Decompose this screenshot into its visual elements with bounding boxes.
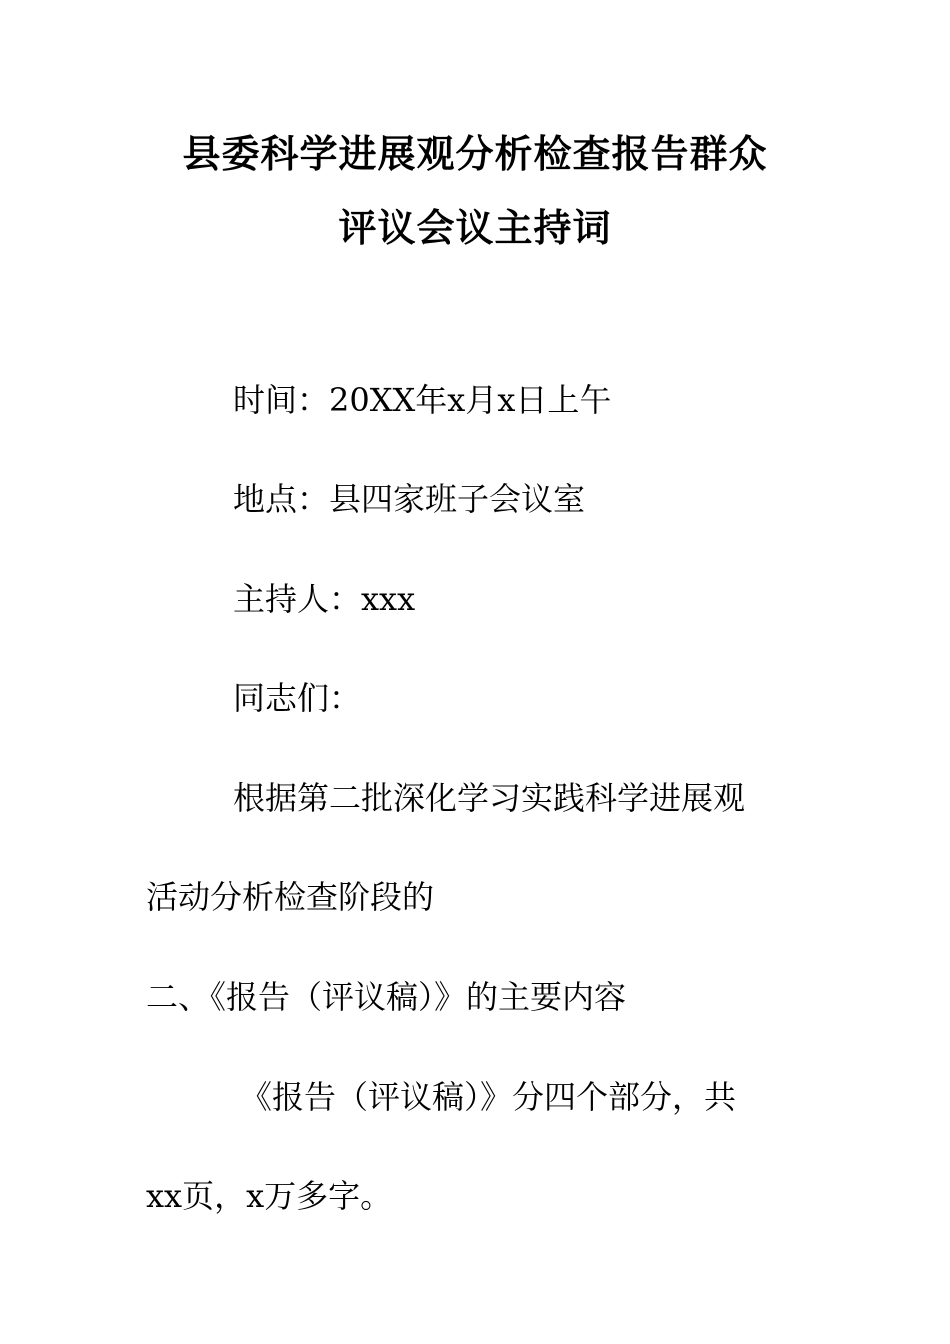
paragraph-1-line-2: 活动分析检查阶段的 <box>146 878 435 916</box>
meeting-place: 地点：县四家班子会议室 <box>233 480 586 518</box>
document-title-line-1: 县委科学进展观分析检查报告群众 <box>182 132 768 176</box>
section-2-heading: 二、《报告（评议稿）》的主要内容 <box>146 978 627 1016</box>
meeting-time: 时间：20XX年x月x日上午 <box>233 381 612 419</box>
paragraph-1-line-1: 根据第二批深化学习实践科学进展观 <box>233 779 746 817</box>
greeting: 同志们： <box>233 679 362 717</box>
paragraph-2-line-1: 《报告（评议稿）》分四个部分，共 <box>240 1078 737 1116</box>
paragraph-2-line-2: xx页，x万多字。 <box>146 1177 393 1215</box>
meeting-host: 主持人：xxx <box>233 580 416 618</box>
document-title-line-2: 评议会议主持词 <box>338 206 612 250</box>
